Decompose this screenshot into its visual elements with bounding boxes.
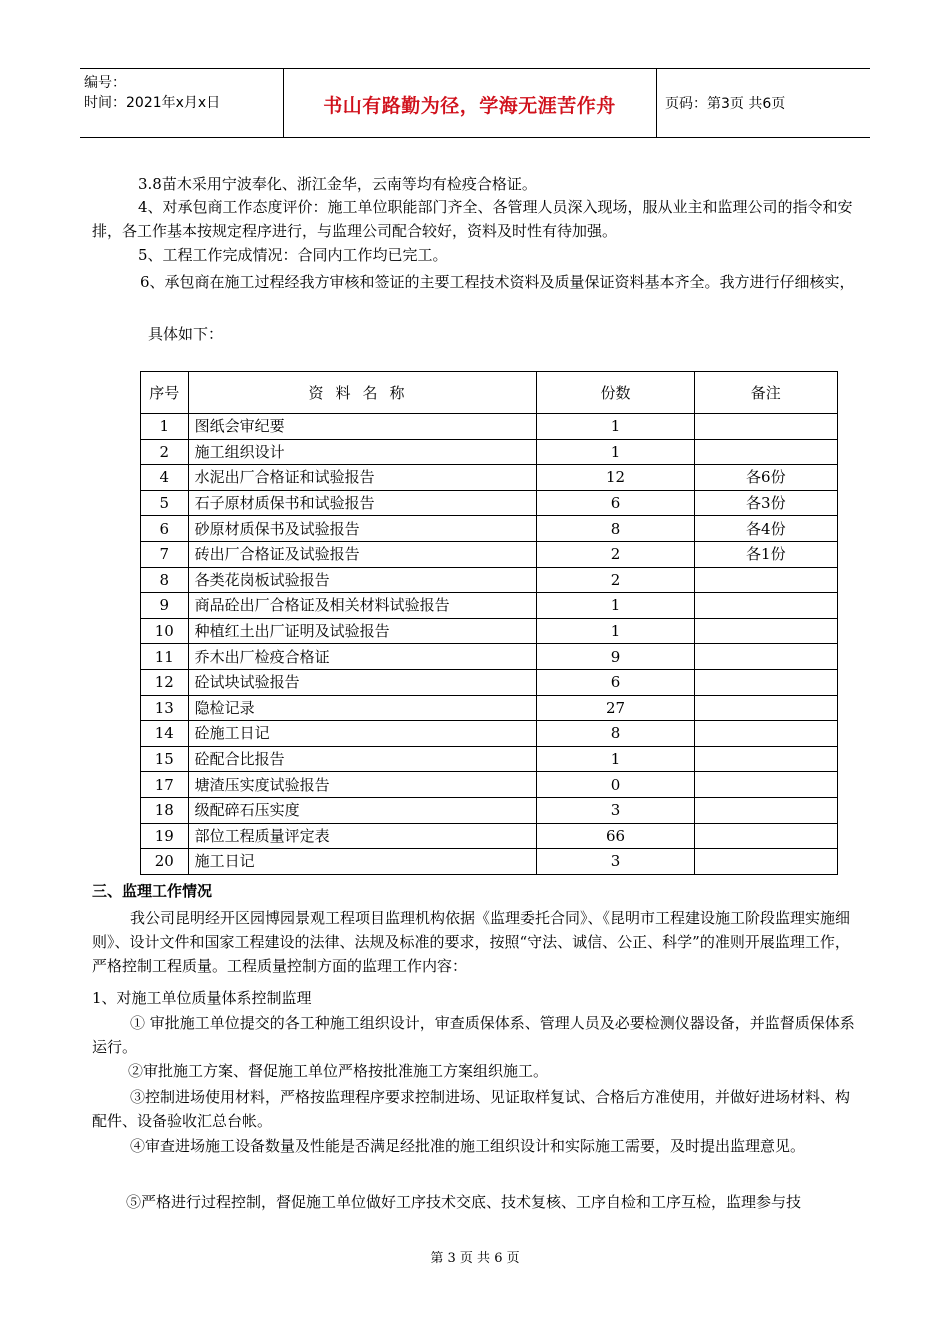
row-note — [694, 772, 837, 798]
row-no: 7 — [141, 541, 189, 567]
row-no: 4 — [141, 465, 189, 491]
row-count: 1 — [537, 618, 694, 644]
row-name: 各类花岗板试验报告 — [188, 567, 537, 593]
row-name: 图纸会审纪要 — [188, 414, 537, 440]
row-count: 1 — [537, 439, 694, 465]
document-list-table — [140, 371, 838, 875]
table-row — [141, 695, 838, 721]
row-no: 1 — [141, 414, 189, 440]
table-row — [141, 414, 838, 440]
row-name: 隐检记录 — [188, 695, 537, 721]
row-name: 种植红土出厂证明及试验报告 — [188, 618, 537, 644]
paragraph-6: 6、承包商在施工过程经我方审核和签证的主要工程技术资料及质量保证资料基本齐全。我方进行仔细核实， — [140, 273, 855, 291]
row-count: 1 — [537, 414, 694, 440]
table-row — [141, 490, 838, 516]
row-count: 66 — [537, 823, 694, 849]
table-row — [141, 593, 838, 619]
row-note — [694, 797, 837, 823]
row-no: 5 — [141, 490, 189, 516]
table-row — [141, 644, 838, 670]
row-count: 8 — [537, 721, 694, 747]
document-date: 时间：2021年x月x日 — [84, 95, 221, 111]
page-footer: 第 3 页 共 6 页 — [430, 1251, 520, 1266]
row-note — [694, 439, 837, 465]
row-note — [694, 746, 837, 772]
header-no: 序号 — [141, 372, 189, 414]
row-no: 20 — [141, 849, 189, 875]
page-header — [80, 68, 870, 138]
table-row — [141, 618, 838, 644]
header-count: 份数 — [537, 372, 694, 414]
row-count: 0 — [537, 772, 694, 798]
row-note — [694, 721, 837, 747]
row-no: 17 — [141, 772, 189, 798]
header-page-info: 页码：第3页 共6页 — [665, 96, 786, 112]
header-meta — [84, 73, 220, 113]
row-name: 施工组织设计 — [188, 439, 537, 465]
table-row — [141, 516, 838, 542]
row-count: 6 — [537, 490, 694, 516]
row-count: 9 — [537, 644, 694, 670]
row-count: 12 — [537, 465, 694, 491]
row-no: 19 — [141, 823, 189, 849]
row-name: 砼试块试验报告 — [188, 669, 537, 695]
paragraph-detail: 具体如下： — [148, 325, 224, 343]
row-count: 8 — [537, 516, 694, 542]
table-row — [141, 465, 838, 491]
row-note — [694, 593, 837, 619]
section-3-title: 三、监理工作情况 — [92, 882, 213, 900]
row-name: 塘渣压实度试验报告 — [188, 772, 537, 798]
row-name: 乔木出厂检疫合格证 — [188, 644, 537, 670]
row-name: 施工日记 — [188, 849, 537, 875]
row-no: 14 — [141, 721, 189, 747]
row-name: 砼配合比报告 — [188, 746, 537, 772]
row-count: 2 — [537, 567, 694, 593]
row-no: 2 — [141, 439, 189, 465]
control-item-1: ① 审批施工单位提交的各工种施工组织设计，审查质保体系、管理人员及必要检测仪器设备，并监督质保体系运行。 — [92, 1014, 855, 1056]
row-name: 商品砼出厂合格证及相关材料试验报告 — [188, 593, 537, 619]
row-no: 9 — [141, 593, 189, 619]
row-note — [694, 695, 837, 721]
row-name: 水泥出厂合格证和试验报告 — [188, 465, 537, 491]
table-row — [141, 541, 838, 567]
row-no: 10 — [141, 618, 189, 644]
table-row — [141, 823, 838, 849]
section-3-item-1: 1、对施工单位质量体系控制监理 — [92, 989, 312, 1007]
row-count: 1 — [537, 593, 694, 619]
row-name: 石子原材质保书和试验报告 — [188, 490, 537, 516]
row-name: 级配碎石压实度 — [188, 797, 537, 823]
row-name: 部位工程质量评定表 — [188, 823, 537, 849]
document-code: 编号： — [84, 75, 126, 91]
row-no: 6 — [141, 516, 189, 542]
control-item-5: ⑤严格进行过程控制，督促施工单位做好工序技术交底、技术复核、工序自检和工序互检，监理参与技 — [126, 1193, 802, 1211]
paragraph-3-8: 3.8苗木采用宁波奉化、浙江金华，云南等均有检疫合格证。 — [138, 175, 537, 193]
row-no: 11 — [141, 644, 189, 670]
row-note: 各3份 — [694, 490, 837, 516]
row-count: 1 — [537, 746, 694, 772]
row-note: 各1份 — [694, 541, 837, 567]
row-count: 2 — [537, 541, 694, 567]
row-no: 18 — [141, 797, 189, 823]
row-note — [694, 644, 837, 670]
row-count: 3 — [537, 797, 694, 823]
table-row — [141, 669, 838, 695]
row-note — [694, 618, 837, 644]
table-row — [141, 746, 838, 772]
paragraph-4: 4、对承包商工作态度评价：施工单位职能部门齐全、各管理人员深入现场，服从业主和监理公司的指令和安排，各工作基本按规定程序进行，与监理公司配合较好，资料及时性有待加强。 — [92, 198, 853, 240]
row-note — [694, 567, 837, 593]
row-note — [694, 414, 837, 440]
row-count: 27 — [537, 695, 694, 721]
row-note — [694, 823, 837, 849]
row-no: 15 — [141, 746, 189, 772]
header-motto: 书山有路勤为径，学海无涯苦作舟 — [323, 95, 616, 117]
control-item-3: ③控制进场使用材料，严格按监理程序要求控制进场、见证取样复试、合格后方准使用，并做好进场材料、构配件、设备验收汇总台帐。 — [92, 1088, 851, 1130]
table-row — [141, 849, 838, 875]
row-name: 砂原材质保书及试验报告 — [188, 516, 537, 542]
table-row — [141, 772, 838, 798]
table-row — [141, 797, 838, 823]
row-count: 3 — [537, 849, 694, 875]
table-row — [141, 567, 838, 593]
row-no: 8 — [141, 567, 189, 593]
row-note — [694, 669, 837, 695]
row-count: 6 — [537, 669, 694, 695]
header-note: 备注 — [694, 372, 837, 414]
row-name: 砼施工日记 — [188, 721, 537, 747]
section-3-intro: 我公司昆明经开区园博园景观工程项目监理机构依据《监理委托合同》、《昆明市工程建设施工阶段监理实施细则》、设计文件和国家工程建设的法律、法规及标准的要求，按照“守法、诚信、公正、科学”的准则开展监理工作，严格控制工程质量。工程质量控制方面的监理工作内容： — [92, 909, 851, 975]
header-divider-2 — [656, 69, 657, 137]
table-row — [141, 721, 838, 747]
row-no: 12 — [141, 669, 189, 695]
paragraph-5: 5、工程工作完成情况：合同内工作均已完工。 — [138, 246, 448, 264]
row-name: 砖出厂合格证及试验报告 — [188, 541, 537, 567]
control-item-4: ④审查进场施工设备数量及性能是否满足经批准的施工组织设计和实际施工需要，及时提出监理意见。 — [130, 1137, 806, 1155]
table-row — [141, 439, 838, 465]
table-header-row — [141, 372, 838, 414]
header-name: 资料名称 — [188, 372, 537, 414]
row-note: 各4份 — [694, 516, 837, 542]
control-item-2: ②审批施工方案、督促施工单位严格按批准施工方案组织施工。 — [128, 1062, 549, 1080]
row-no: 13 — [141, 695, 189, 721]
row-note: 各6份 — [694, 465, 837, 491]
row-note — [694, 849, 837, 875]
